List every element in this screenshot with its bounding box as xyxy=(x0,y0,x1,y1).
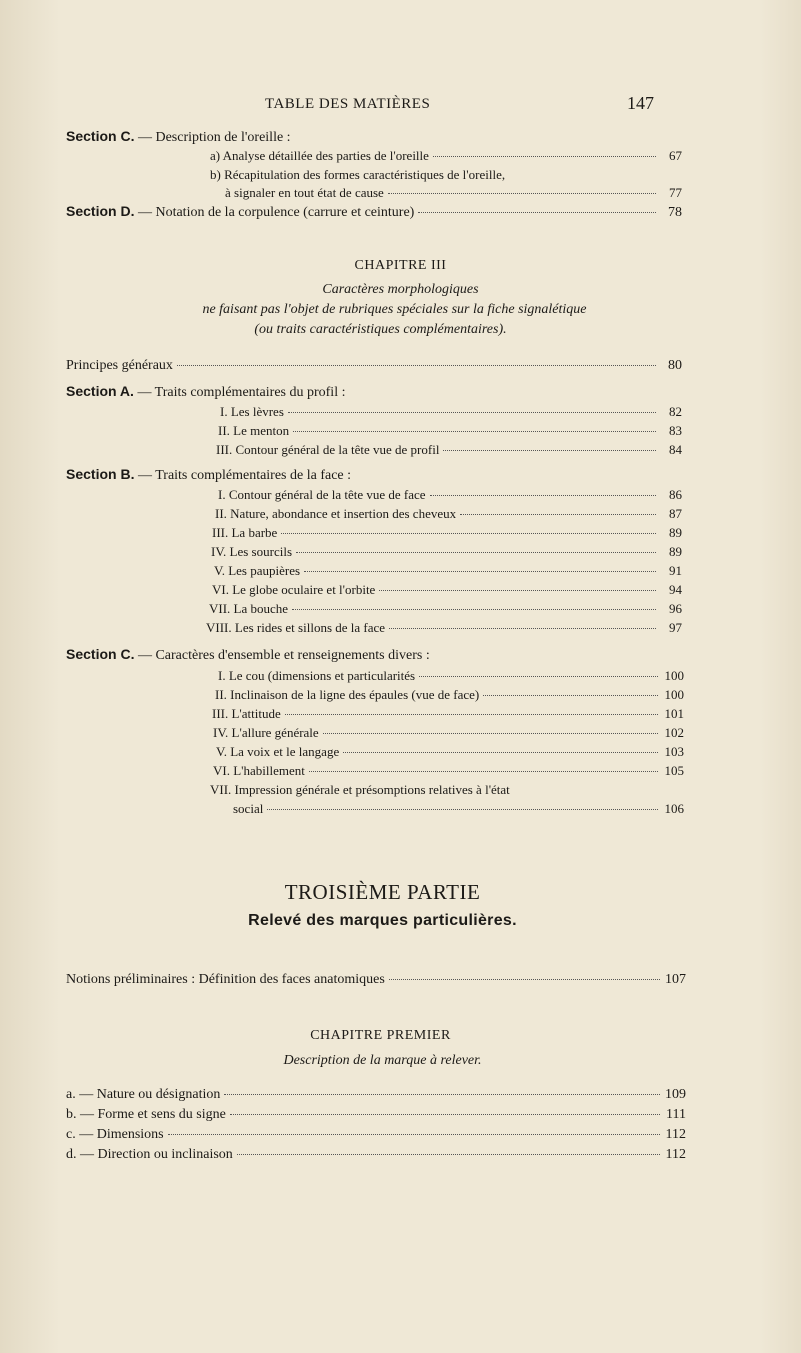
leader-dots xyxy=(418,212,656,213)
entry-page: 89 xyxy=(669,525,682,540)
leader-dots xyxy=(224,1094,660,1095)
leader-dots xyxy=(309,771,658,772)
leader-dots xyxy=(343,752,658,753)
entry-label: IV. Les sourcils xyxy=(211,544,293,559)
entry-label: Principes généraux xyxy=(66,358,173,373)
chapter-1-subtitle: Description de la marque à relever. xyxy=(283,1053,482,1068)
toc-entry[interactable] xyxy=(212,525,682,543)
toc-entry[interactable] xyxy=(66,1127,686,1145)
leader-dots xyxy=(292,609,656,610)
toc-entry-continued xyxy=(210,167,505,183)
chapter-3-title: CHAPITRE III xyxy=(354,258,447,273)
entry-label: II. Nature, abondance et insertion des cheveux xyxy=(215,506,457,521)
part-3-title: TROISIÈME PARTIE xyxy=(284,880,481,904)
entry-page: 100 xyxy=(664,668,684,683)
entry-page: 100 xyxy=(664,687,684,702)
entry-label: IV. L'allure générale xyxy=(213,725,319,740)
leader-dots xyxy=(483,695,658,696)
section-label: Section B. xyxy=(66,466,135,482)
entry-label: VIII. Les rides et sillons de la face xyxy=(206,620,386,635)
toc-entry[interactable] xyxy=(218,423,682,441)
section-label: Section D. xyxy=(66,203,135,219)
section-label: Section A. xyxy=(66,383,134,399)
section-title: — Caractères d'ensemble et renseignements divers : xyxy=(137,648,430,663)
entry-page: 67 xyxy=(669,148,682,163)
chapter-3-subtitle-line2: ne faisant pas l'objet de rubriques spéciales sur la fiche signalétique xyxy=(202,302,587,317)
toc-entry[interactable] xyxy=(225,185,682,203)
entry-page: 91 xyxy=(669,563,682,578)
entry-page: 106 xyxy=(664,801,684,816)
entry-page: 105 xyxy=(664,763,684,778)
leader-dots xyxy=(281,533,656,534)
section-title: — Notation de la corpulence (carrure et ceinture) xyxy=(137,205,415,220)
leader-dots xyxy=(293,431,656,432)
leader-dots xyxy=(296,552,656,553)
entry-page: 86 xyxy=(669,487,682,502)
entry-page: 109 xyxy=(665,1087,686,1102)
entry-page: 102 xyxy=(664,725,684,740)
leader-dots xyxy=(267,809,658,810)
toc-entry[interactable] xyxy=(216,442,682,460)
entry-label: VI. L'habillement xyxy=(213,763,305,778)
leader-dots xyxy=(285,714,658,715)
toc-entry[interactable] xyxy=(210,148,682,166)
section-b-heading xyxy=(66,466,351,484)
entry-label: b) Récapitulation des formes caractéristiques de l'oreille, xyxy=(210,167,506,182)
header-page-number: 147 xyxy=(627,93,654,113)
entry-page: 107 xyxy=(665,972,686,987)
entry-label: I. Les lèvres xyxy=(220,404,284,419)
leader-dots xyxy=(177,365,656,366)
toc-entry[interactable] xyxy=(66,1147,686,1165)
toc-entry[interactable] xyxy=(213,725,684,743)
leader-dots xyxy=(304,571,656,572)
entry-label: d. — Direction ou inclinaison xyxy=(66,1147,233,1162)
entry-label: a) Analyse détaillée des parties de l'oreille xyxy=(210,148,429,163)
leader-dots xyxy=(388,193,656,194)
leader-dots xyxy=(460,514,656,515)
leader-dots xyxy=(288,412,656,413)
running-header xyxy=(0,93,801,118)
entry-page: 101 xyxy=(664,706,684,721)
toc-entry[interactable] xyxy=(216,744,684,762)
entry-label: II. Le menton xyxy=(218,423,290,438)
entry-label: I. Contour général de la tête vue de face xyxy=(218,487,426,502)
leader-dots xyxy=(443,450,656,451)
section-title: — Traits complémentaires de la face : xyxy=(137,468,352,483)
section-title: — Traits complémentaires du profil : xyxy=(137,385,346,400)
leader-dots xyxy=(433,156,656,157)
entry-label: V. La voix et le langage xyxy=(216,744,340,759)
entry-page: 103 xyxy=(664,744,684,759)
entry-page: 89 xyxy=(669,544,682,559)
leader-dots xyxy=(323,733,658,734)
part-3-subtitle: Relevé des marques particulières. xyxy=(248,912,517,929)
toc-entry[interactable] xyxy=(215,687,684,705)
toc-entry[interactable] xyxy=(218,668,684,686)
entry-page: 96 xyxy=(669,601,682,616)
entry-label: I. Le cou (dimensions et particularités xyxy=(218,668,416,683)
toc-entry-notions[interactable] xyxy=(66,972,686,990)
entry-page: 112 xyxy=(665,1127,686,1142)
toc-entry[interactable] xyxy=(66,1107,686,1125)
toc-entry-principes[interactable] xyxy=(66,358,682,376)
leader-dots xyxy=(168,1134,660,1135)
toc-entry[interactable] xyxy=(213,763,684,781)
chapter-3-subtitle-line3: (ou traits caractéristiques complémentaires). xyxy=(254,322,507,337)
toc-entry[interactable] xyxy=(220,404,682,422)
section-c2-heading xyxy=(66,646,430,664)
leader-dots xyxy=(237,1154,660,1155)
entry-label: a. — Nature ou désignation xyxy=(66,1087,221,1102)
entry-label: III. La barbe xyxy=(212,525,278,540)
entry-page: 82 xyxy=(669,404,682,419)
section-label: Section C. xyxy=(66,646,135,662)
entry-page: 78 xyxy=(668,205,682,220)
leader-dots xyxy=(430,495,656,496)
chapter-1-title: CHAPITRE PREMIER xyxy=(310,1028,451,1043)
toc-entry[interactable] xyxy=(66,1087,686,1105)
entry-page: 84 xyxy=(669,442,682,457)
entry-page: 83 xyxy=(669,423,682,438)
toc-entry[interactable] xyxy=(212,706,684,724)
entry-label: b. — Forme et sens du signe xyxy=(66,1107,226,1122)
entry-label: III. L'attitude xyxy=(212,706,281,721)
entry-label: II. Inclinaison de la ligne des épaules (vue de face) xyxy=(215,687,480,702)
toc-entry[interactable] xyxy=(215,506,682,524)
entry-page: 80 xyxy=(668,358,682,373)
entry-label: VI. Le globe oculaire et l'orbite xyxy=(212,582,376,597)
section-title: — Description de l'oreille : xyxy=(137,130,291,145)
toc-entry[interactable] xyxy=(233,801,684,819)
entry-label: III. Contour général de la tête vue de profil xyxy=(216,442,440,457)
header-title: TABLE DES MATIÈRES xyxy=(265,96,431,112)
chapter-3-subtitle: Caractères morphologiques xyxy=(322,282,479,297)
entry-page: 97 xyxy=(669,620,682,635)
section-label: Section C. xyxy=(66,128,135,144)
leader-dots xyxy=(419,676,658,677)
leader-dots xyxy=(389,979,660,980)
entry-label: VII. Impression générale et présomptions relatives à l'état xyxy=(210,782,510,797)
entry-label: Notions préliminaires : Définition des faces anatomiques xyxy=(66,972,385,987)
toc-entry[interactable] xyxy=(214,563,682,581)
section-a-heading xyxy=(66,383,345,401)
entry-label: à signaler en tout état de cause xyxy=(225,185,384,200)
entry-page: 112 xyxy=(665,1147,686,1162)
toc-entry[interactable] xyxy=(212,582,682,600)
toc-entry-continued xyxy=(210,782,510,798)
entry-page: 94 xyxy=(669,582,682,597)
toc-entry[interactable] xyxy=(211,544,682,562)
toc-entry-section-d[interactable] xyxy=(66,203,682,221)
leader-dots xyxy=(379,590,656,591)
entry-page: 87 xyxy=(669,506,682,521)
entry-label: social xyxy=(233,801,264,816)
leader-dots xyxy=(230,1114,660,1115)
section-c1-heading xyxy=(66,128,291,146)
toc-entry[interactable] xyxy=(218,487,682,505)
toc-entry[interactable] xyxy=(209,601,682,619)
entry-label: VII. La bouche xyxy=(209,601,289,616)
entry-page: 111 xyxy=(666,1107,686,1122)
entry-label: c. — Dimensions xyxy=(66,1127,164,1142)
toc-entry[interactable] xyxy=(206,620,682,638)
entry-page: 77 xyxy=(669,185,682,200)
entry-label: V. Les paupières xyxy=(214,563,301,578)
leader-dots xyxy=(389,628,656,629)
